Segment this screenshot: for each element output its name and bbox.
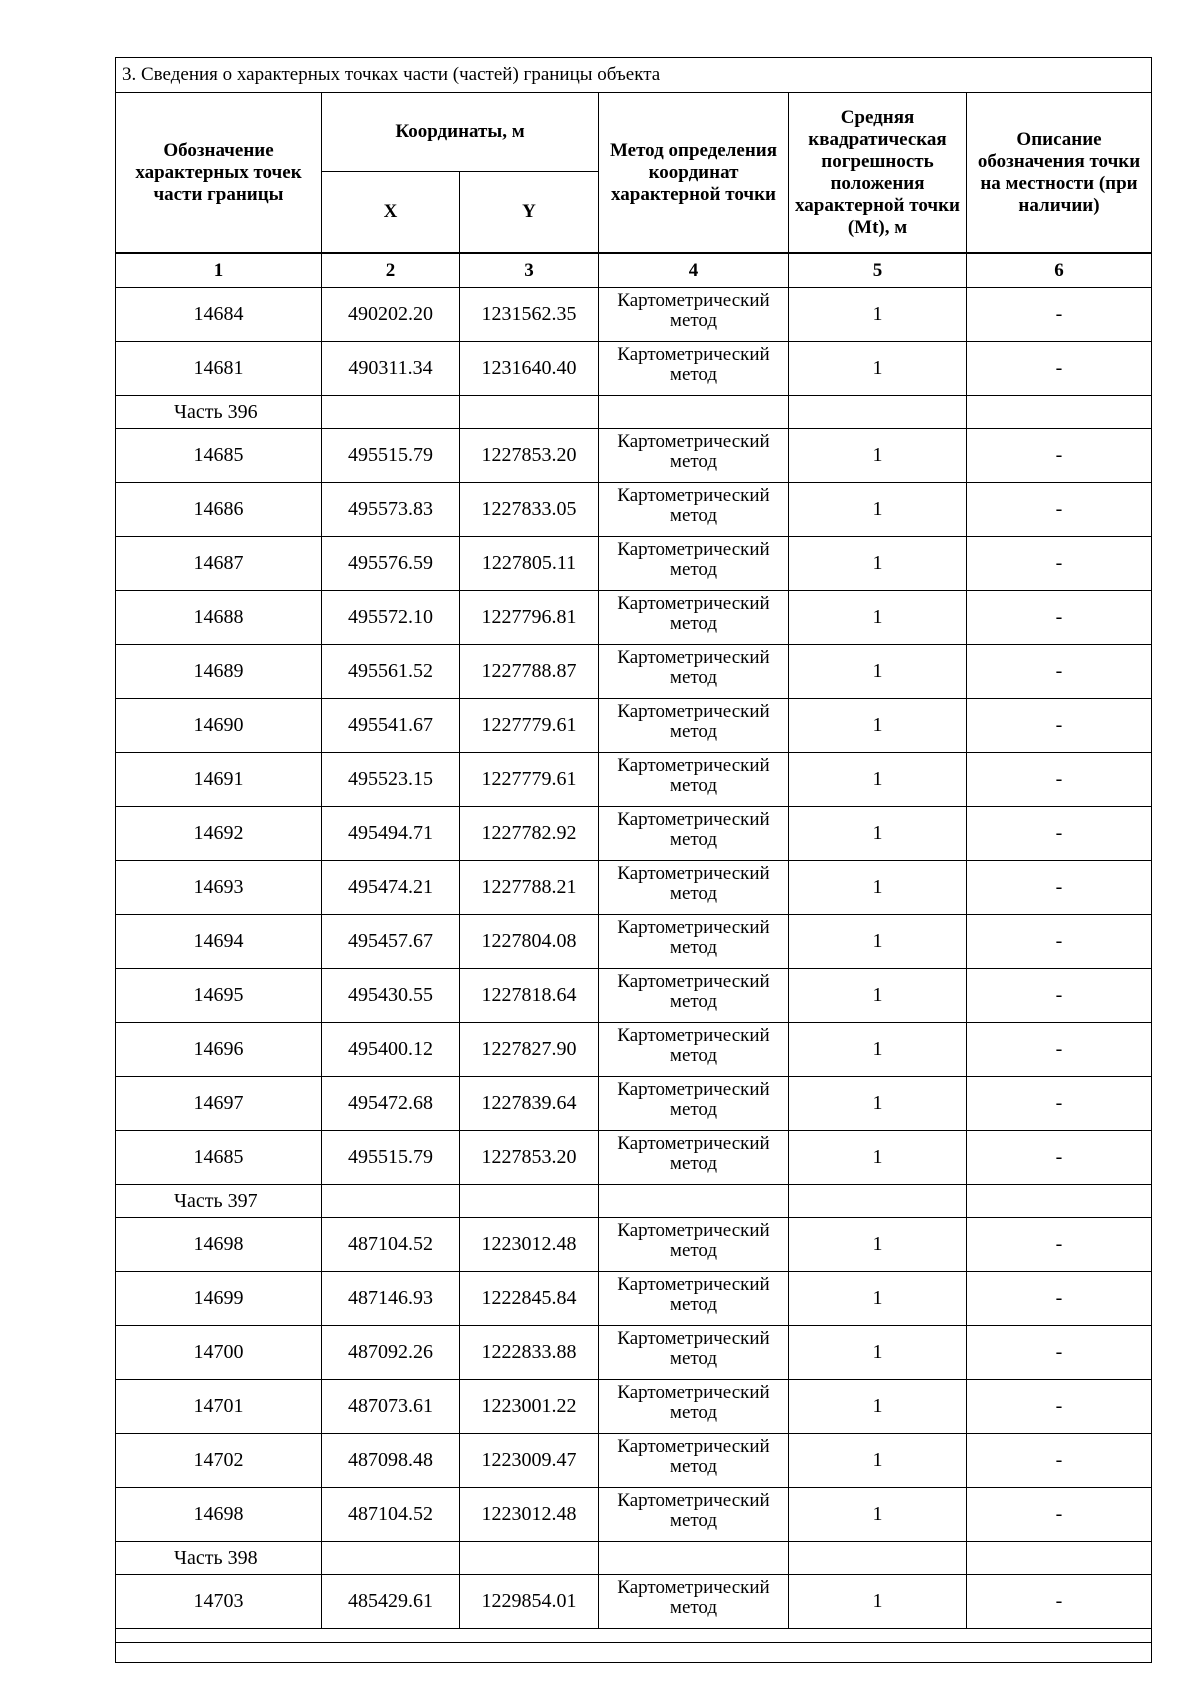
header-x: X [322,172,460,254]
table-row [116,288,1152,342]
error-cell: 1 [789,1326,967,1380]
table-row [116,807,1152,861]
error-cell: 1 [789,288,967,342]
x-coordinate-cell: 487146.93 [322,1272,460,1326]
x-coordinate-cell: 490202.20 [322,288,460,342]
error-cell: 1 [789,1380,967,1434]
method-cell: Картометрический метод [599,1077,789,1131]
error-cell: 1 [789,1077,967,1131]
description-cell: - [967,1272,1152,1326]
table-row [116,645,1152,699]
y-coordinate-cell: 1227833.05 [460,483,599,537]
part-row [116,1542,1152,1575]
header-coordinates: Координаты, м [322,93,599,172]
error-cell: 1 [789,429,967,483]
error-cell: 1 [789,342,967,396]
error-cell: 1 [789,1575,967,1629]
part-label: Часть 396 [116,396,322,429]
y-coordinate-cell: 1223009.47 [460,1434,599,1488]
method-cell: Картометрический метод [599,1272,789,1326]
y-coordinate-cell: 1227788.87 [460,645,599,699]
point-id-cell: 14698 [116,1218,322,1272]
y-coordinate-cell: 1227853.20 [460,1131,599,1185]
x-coordinate-cell: 495400.12 [322,1023,460,1077]
method-cell: Картометрический метод [599,1326,789,1380]
empty-cell [322,396,460,429]
point-id-cell: 14693 [116,861,322,915]
table-body [116,288,1152,1629]
description-cell: - [967,699,1152,753]
description-cell: - [967,537,1152,591]
description-cell: - [967,591,1152,645]
y-coordinate-cell: 1222845.84 [460,1272,599,1326]
x-coordinate-cell: 487104.52 [322,1488,460,1542]
y-coordinate-cell: 1229854.01 [460,1575,599,1629]
point-id-cell: 14692 [116,807,322,861]
table-row [116,1272,1152,1326]
error-cell: 1 [789,1272,967,1326]
point-id-cell: 14685 [116,429,322,483]
description-cell: - [967,1575,1152,1629]
column-number: 5 [789,253,967,288]
header-designation: Обозначение характерных точек части границы [116,93,322,254]
error-cell: 1 [789,1434,967,1488]
point-id-cell: 14698 [116,1488,322,1542]
description-cell: - [967,1023,1152,1077]
point-id-cell: 14690 [116,699,322,753]
x-coordinate-cell: 487104.52 [322,1218,460,1272]
method-cell: Картометрический метод [599,1575,789,1629]
x-coordinate-cell: 485429.61 [322,1575,460,1629]
method-cell: Картометрический метод [599,1023,789,1077]
method-cell: Картометрический метод [599,699,789,753]
method-cell: Картометрический метод [599,915,789,969]
x-coordinate-cell: 495576.59 [322,537,460,591]
page-bottom-rule [115,1642,1151,1643]
description-cell: - [967,1488,1152,1542]
x-coordinate-cell: 495561.52 [322,645,460,699]
empty-cell [599,1542,789,1575]
table-row [116,1434,1152,1488]
y-coordinate-cell: 1227827.90 [460,1023,599,1077]
column-number: 2 [322,253,460,288]
method-cell: Картометрический метод [599,645,789,699]
error-cell: 1 [789,1023,967,1077]
point-id-cell: 14701 [116,1380,322,1434]
x-coordinate-cell: 495523.15 [322,753,460,807]
method-cell: Картометрический метод [599,342,789,396]
point-id-cell: 14703 [116,1575,322,1629]
point-id-cell: 14694 [116,915,322,969]
part-row [116,396,1152,429]
boundary-points-table [115,57,1152,1663]
empty-cell [322,1542,460,1575]
table-row [116,1023,1152,1077]
x-coordinate-cell: 495472.68 [322,1077,460,1131]
table-row [116,1218,1152,1272]
description-cell: - [967,1077,1152,1131]
empty-cell [460,1542,599,1575]
y-coordinate-cell: 1227796.81 [460,591,599,645]
table-row [116,1380,1152,1434]
table-row [116,915,1152,969]
description-cell: - [967,645,1152,699]
point-id-cell: 14687 [116,537,322,591]
part-label: Часть 397 [116,1185,322,1218]
description-cell: - [967,1434,1152,1488]
point-id-cell: 14689 [116,645,322,699]
empty-cell [599,396,789,429]
method-cell: Картометрический метод [599,537,789,591]
x-coordinate-cell: 495474.21 [322,861,460,915]
column-number: 4 [599,253,789,288]
y-coordinate-cell: 1227788.21 [460,861,599,915]
y-coordinate-cell: 1227779.61 [460,699,599,753]
x-coordinate-cell: 487092.26 [322,1326,460,1380]
table-row [116,753,1152,807]
y-coordinate-cell: 1227782.92 [460,807,599,861]
x-coordinate-cell: 495494.71 [322,807,460,861]
table-row [116,429,1152,483]
y-coordinate-cell: 1223012.48 [460,1488,599,1542]
document-sheet [115,57,1151,1663]
error-cell: 1 [789,1218,967,1272]
method-cell: Картометрический метод [599,429,789,483]
table-row [116,1077,1152,1131]
point-id-cell: 14684 [116,288,322,342]
table-row [116,1326,1152,1380]
x-coordinate-cell: 495457.67 [322,915,460,969]
method-cell: Картометрический метод [599,1488,789,1542]
x-coordinate-cell: 495515.79 [322,1131,460,1185]
method-cell: Картометрический метод [599,1131,789,1185]
table-row [116,342,1152,396]
method-cell: Картометрический метод [599,807,789,861]
error-cell: 1 [789,861,967,915]
header-error: Средняя квадратическая погрешность положения характерной точки (Mt), м [789,93,967,254]
point-id-cell: 14681 [116,342,322,396]
description-cell: - [967,915,1152,969]
empty-cell [460,396,599,429]
empty-cell [789,1542,967,1575]
y-coordinate-cell: 1227818.64 [460,969,599,1023]
y-coordinate-cell: 1223012.48 [460,1218,599,1272]
point-id-cell: 14696 [116,1023,322,1077]
x-coordinate-cell: 490311.34 [322,342,460,396]
y-coordinate-cell: 1227804.08 [460,915,599,969]
y-coordinate-cell: 1227779.61 [460,753,599,807]
table-row [116,483,1152,537]
empty-cell [460,1185,599,1218]
y-coordinate-cell: 1231640.40 [460,342,599,396]
error-cell: 1 [789,1131,967,1185]
error-cell: 1 [789,699,967,753]
header-method: Метод определения координат характерной точки [599,93,789,254]
y-coordinate-cell: 1227853.20 [460,429,599,483]
x-coordinate-cell: 487098.48 [322,1434,460,1488]
table-footer-blank [116,1629,1152,1663]
x-coordinate-cell: 495573.83 [322,483,460,537]
table-row [116,537,1152,591]
header-description: Описание обозначения точки на местности (при наличии) [967,93,1152,254]
error-cell: 1 [789,969,967,1023]
table-row [116,1131,1152,1185]
x-coordinate-cell: 495515.79 [322,429,460,483]
column-number: 3 [460,253,599,288]
point-id-cell: 14700 [116,1326,322,1380]
point-id-cell: 14688 [116,591,322,645]
method-cell: Картометрический метод [599,1218,789,1272]
method-cell: Картометрический метод [599,1434,789,1488]
y-coordinate-cell: 1231562.35 [460,288,599,342]
x-coordinate-cell: 487073.61 [322,1380,460,1434]
error-cell: 1 [789,591,967,645]
point-id-cell: 14697 [116,1077,322,1131]
point-id-cell: 14695 [116,969,322,1023]
part-row [116,1185,1152,1218]
method-cell: Картометрический метод [599,483,789,537]
method-cell: Картометрический метод [599,861,789,915]
error-cell: 1 [789,537,967,591]
description-cell: - [967,429,1152,483]
method-cell: Картометрический метод [599,591,789,645]
point-id-cell: 14685 [116,1131,322,1185]
method-cell: Картометрический метод [599,1380,789,1434]
x-coordinate-cell: 495430.55 [322,969,460,1023]
error-cell: 1 [789,807,967,861]
error-cell: 1 [789,645,967,699]
y-coordinate-cell: 1223001.22 [460,1380,599,1434]
error-cell: 1 [789,483,967,537]
empty-cell [599,1185,789,1218]
y-coordinate-cell: 1222833.88 [460,1326,599,1380]
description-cell: - [967,861,1152,915]
description-cell: - [967,483,1152,537]
description-cell: - [967,969,1152,1023]
description-cell: - [967,1326,1152,1380]
header-y: Y [460,172,599,254]
x-coordinate-cell: 495572.10 [322,591,460,645]
error-cell: 1 [789,753,967,807]
table-row [116,861,1152,915]
table-row [116,699,1152,753]
empty-cell [967,396,1152,429]
error-cell: 1 [789,915,967,969]
table-row [116,1575,1152,1629]
y-coordinate-cell: 1227839.64 [460,1077,599,1131]
table-row [116,591,1152,645]
section-title: 3. Сведения о характерных точках части (частей) границы объекта [116,58,1152,93]
point-id-cell: 14702 [116,1434,322,1488]
empty-cell [967,1542,1152,1575]
error-cell: 1 [789,1488,967,1542]
method-cell: Картометрический метод [599,753,789,807]
x-coordinate-cell: 495541.67 [322,699,460,753]
table-row [116,969,1152,1023]
table-row [116,1488,1152,1542]
description-cell: - [967,807,1152,861]
method-cell: Картометрический метод [599,969,789,1023]
column-number: 6 [967,253,1152,288]
description-cell: - [967,1131,1152,1185]
description-cell: - [967,342,1152,396]
point-id-cell: 14691 [116,753,322,807]
description-cell: - [967,1218,1152,1272]
empty-cell [967,1185,1152,1218]
description-cell: - [967,753,1152,807]
method-cell: Картометрический метод [599,288,789,342]
y-coordinate-cell: 1227805.11 [460,537,599,591]
empty-cell [789,396,967,429]
empty-cell [322,1185,460,1218]
point-id-cell: 14699 [116,1272,322,1326]
point-id-cell: 14686 [116,483,322,537]
description-cell: - [967,288,1152,342]
empty-cell [789,1185,967,1218]
part-label: Часть 398 [116,1542,322,1575]
description-cell: - [967,1380,1152,1434]
column-number: 1 [116,253,322,288]
